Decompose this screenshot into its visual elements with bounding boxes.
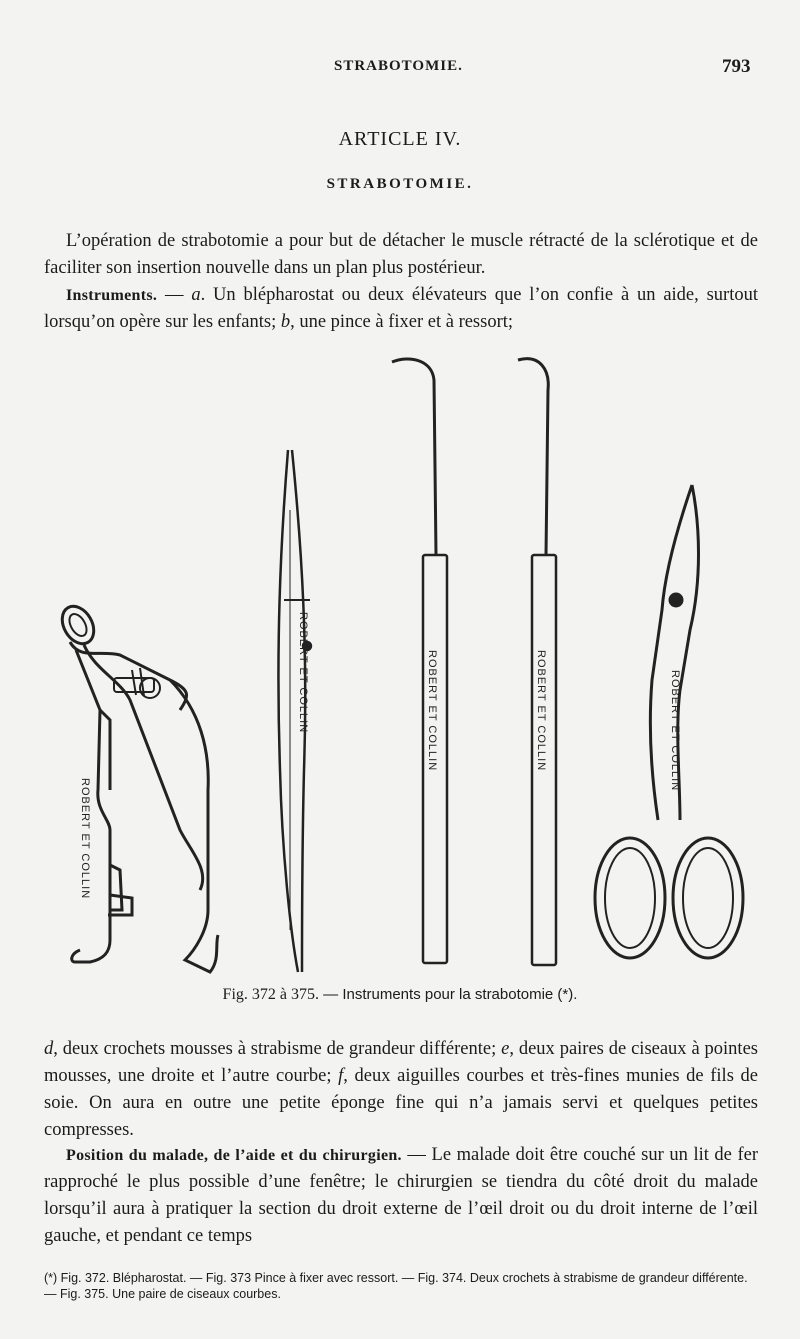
running-title: STRABOTOMIE. xyxy=(334,58,463,74)
article-title: STRABOTOMIE. xyxy=(326,176,474,192)
running-head xyxy=(0,58,800,84)
strabismus-hooks-illustration xyxy=(392,359,556,965)
page-number: 793 xyxy=(722,56,751,77)
article-number: ARTICLE IV. xyxy=(338,128,462,150)
engraving-mark-blepharostat: ROBERT ET COLLIN xyxy=(79,778,91,900)
instruments-paragraph: Instruments. — a. Un blépharostat ou deux élévateurs que l’on confie à un aide, surtout lorsqu’on opère sur les enfants; b, une pince à fixer et à ressort; xyxy=(44,285,758,332)
figure-caption xyxy=(0,986,800,1004)
curved-scissors-illustration xyxy=(595,485,743,958)
position-paragraph: Position du malade, de l’aide et du chirurgien. — Le malade doit être couché sur un lit de fer rapproché le plus possible d’une fenêtre; le chirurgien se tiendra du côté droit du malade lorsqu’il aura à pratiquer la section du droit externe de l’œil droit ou du droit interne de l’œil gauche, et pendant ce temps xyxy=(44,1145,758,1246)
instruments-heading: Instruments. xyxy=(66,287,158,304)
engraving-mark-forceps: ROBERT ET COLLIN xyxy=(297,612,309,734)
engraving-mark-scissors: ROBERT ET COLLIN xyxy=(669,670,681,792)
engraving-mark-hook-1: ROBERT ET COLLIN xyxy=(426,650,438,772)
engraving-mark-hook-2: ROBERT ET COLLIN xyxy=(535,650,547,772)
instruments-continued-paragraph: d, deux crochets mousses à strabisme de grandeur différente; e, deux paires de ciseaux à pointes mousses, une droite et l’autre courbe; f, deux aiguilles courbes et très-fines munies de fils de soie. On aura en outre une petite éponge fine qui n’a jamais servi et quelques petites compresses. xyxy=(44,1039,758,1140)
intro-section xyxy=(44,228,758,336)
caption-label: Fig. 372 à 375. xyxy=(222,986,319,1003)
position-heading: Position du malade, de l’aide et du chirurgien. xyxy=(66,1147,402,1164)
caption-text: — Instruments pour la strabotomie (*). xyxy=(319,986,578,1003)
position-section xyxy=(44,1142,758,1250)
instruments-continued xyxy=(44,1036,758,1144)
intro-paragraph: L’opération de strabotomie a pour but de détacher le muscle rétracté de la sclérotique et de faciliter son insertion nouvelle dans un plan plus postérieur. xyxy=(44,231,758,278)
footnote: (*) Fig. 372. Blépharostat. — Fig. 373 Pince à fixer avec ressort. — Fig. 374. Deux crochets à strabisme de grandeur différente. — Fig. 375. Une paire de ciseaux courbes. xyxy=(44,1271,748,1301)
instruments-figure xyxy=(40,350,760,980)
